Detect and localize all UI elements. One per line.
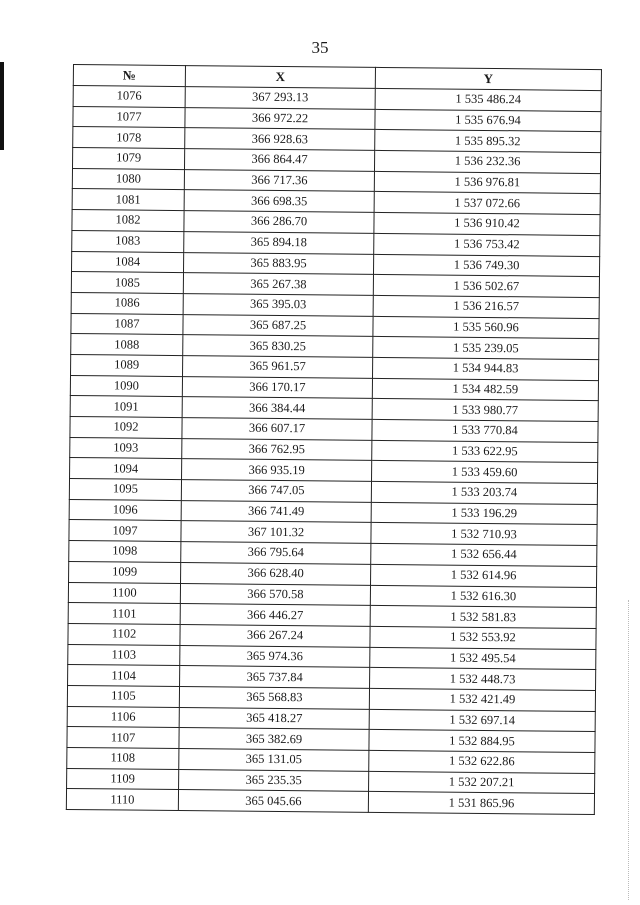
x-coordinate-cell: 365 418.27: [179, 707, 369, 730]
point-number-cell: 1110: [66, 789, 178, 811]
x-coordinate-cell: 366 384.44: [182, 397, 372, 420]
x-coordinate-cell: 366 267.24: [180, 624, 370, 647]
point-number-cell: 1106: [67, 706, 179, 728]
x-coordinate-cell: 366 762.95: [182, 438, 372, 461]
x-coordinate-cell: 365 974.36: [180, 645, 370, 668]
y-coordinate-cell: 1 531 865.96: [368, 792, 594, 815]
y-coordinate-cell: 1 534 482.59: [372, 378, 598, 401]
y-coordinate-cell: 1 532 207.21: [369, 771, 595, 794]
point-number-cell: 1097: [69, 520, 181, 542]
y-coordinate-cell: 1 533 980.77: [372, 399, 598, 422]
x-coordinate-cell: 366 935.19: [182, 459, 372, 482]
x-coordinate-cell: 365 687.25: [183, 314, 373, 337]
x-coordinate-cell: 365 131.05: [179, 749, 369, 772]
y-coordinate-cell: 1 532 697.14: [369, 709, 595, 732]
y-coordinate-cell: 1 535 676.94: [375, 109, 601, 132]
point-number-cell: 1101: [68, 603, 180, 625]
x-coordinate-cell: 365 382.69: [179, 728, 369, 751]
x-coordinate-cell: 366 795.64: [181, 542, 371, 565]
x-coordinate-cell: 365 737.84: [180, 666, 370, 689]
point-number-cell: 1085: [71, 272, 183, 294]
point-number-cell: 1077: [73, 106, 185, 128]
y-coordinate-cell: 1 532 616.30: [370, 585, 596, 608]
y-coordinate-cell: 1 532 622.86: [369, 750, 595, 773]
y-coordinate-cell: 1 532 553.92: [370, 626, 596, 649]
x-coordinate-cell: 365 894.18: [184, 231, 374, 254]
header-number: №: [73, 65, 185, 87]
y-coordinate-cell: 1 532 710.93: [371, 523, 597, 546]
x-coordinate-cell: 365 395.03: [183, 293, 373, 316]
x-coordinate-cell: 365 961.57: [183, 356, 373, 379]
y-coordinate-cell: 1 537 072.66: [374, 192, 600, 215]
x-coordinate-cell: 366 628.40: [181, 562, 371, 585]
point-number-cell: 1083: [72, 230, 184, 252]
point-number-cell: 1108: [67, 747, 179, 769]
y-coordinate-cell: 1 536 976.81: [374, 171, 600, 194]
page-number: 35: [311, 38, 329, 57]
x-coordinate-cell: 366 928.63: [185, 128, 375, 151]
y-coordinate-cell: 1 536 232.36: [374, 150, 600, 173]
x-coordinate-cell: 366 170.17: [182, 376, 372, 399]
y-coordinate-cell: 1 536 216.57: [373, 295, 599, 318]
point-number-cell: 1079: [72, 148, 184, 170]
x-coordinate-cell: 366 286.70: [184, 211, 374, 234]
x-coordinate-cell: 366 446.27: [180, 604, 370, 627]
y-coordinate-cell: 1 535 895.32: [375, 130, 601, 153]
point-number-cell: 1099: [69, 561, 181, 583]
point-number-cell: 1105: [67, 685, 179, 707]
y-coordinate-cell: 1 534 944.83: [372, 357, 598, 380]
scan-edge-dots: [628, 600, 630, 900]
point-number-cell: 1080: [72, 168, 184, 190]
point-number-cell: 1081: [72, 189, 184, 211]
x-coordinate-cell: 366 741.49: [181, 500, 371, 523]
scan-edge-mark: [0, 62, 4, 150]
x-coordinate-cell: 365 267.38: [183, 273, 373, 296]
point-number-cell: 1093: [70, 437, 182, 459]
table-body: [66, 86, 601, 815]
x-coordinate-cell: 365 568.83: [179, 686, 369, 709]
y-coordinate-cell: 1 533 622.95: [372, 440, 598, 463]
point-number-cell: 1103: [68, 644, 180, 666]
table-row: [66, 789, 594, 815]
x-coordinate-cell: 366 747.05: [181, 480, 371, 503]
point-number-cell: 1091: [70, 396, 182, 418]
y-coordinate-cell: 1 536 502.67: [373, 275, 599, 298]
x-coordinate-cell: 365 883.95: [184, 252, 374, 275]
point-number-cell: 1082: [72, 210, 184, 232]
x-coordinate-cell: 365 830.25: [183, 335, 373, 358]
x-coordinate-cell: 365 235.35: [179, 769, 369, 792]
point-number-cell: 1107: [67, 727, 179, 749]
y-coordinate-cell: 1 533 770.84: [372, 419, 598, 442]
point-number-cell: 1090: [70, 375, 182, 397]
x-coordinate-cell: 365 045.66: [178, 790, 368, 813]
x-coordinate-cell: 367 101.32: [181, 521, 371, 544]
x-coordinate-cell: 366 698.35: [184, 190, 374, 213]
y-coordinate-cell: 1 532 448.73: [370, 668, 596, 691]
y-coordinate-cell: 1 533 196.29: [371, 502, 597, 525]
point-number-cell: 1109: [67, 768, 179, 790]
point-number-cell: 1102: [68, 623, 180, 645]
coordinates-table: [66, 64, 602, 815]
point-number-cell: 1087: [71, 313, 183, 335]
y-coordinate-cell: 1 536 749.30: [373, 254, 599, 277]
point-number-cell: 1088: [71, 334, 183, 356]
y-coordinate-cell: 1 536 910.42: [374, 213, 600, 236]
x-coordinate-cell: 366 972.22: [185, 107, 375, 130]
x-coordinate-cell: 367 293.13: [185, 87, 375, 110]
y-coordinate-cell: 1 533 203.74: [371, 481, 597, 504]
point-number-cell: 1084: [72, 251, 184, 273]
y-coordinate-cell: 1 535 486.24: [375, 88, 601, 111]
point-number-cell: 1104: [68, 665, 180, 687]
y-coordinate-cell: 1 535 560.96: [373, 316, 599, 339]
point-number-cell: 1078: [73, 127, 185, 149]
x-coordinate-cell: 366 717.36: [184, 169, 374, 192]
x-coordinate-cell: 366 570.58: [180, 583, 370, 606]
point-number-cell: 1092: [70, 416, 182, 438]
point-number-cell: 1098: [69, 541, 181, 563]
point-number-cell: 1094: [70, 458, 182, 480]
coordinates-table-container: [66, 64, 601, 815]
point-number-cell: 1076: [73, 86, 185, 108]
y-coordinate-cell: 1 532 656.44: [371, 544, 597, 567]
point-number-cell: 1096: [69, 499, 181, 521]
point-number-cell: 1095: [69, 479, 181, 501]
point-number-cell: 1089: [71, 354, 183, 376]
y-coordinate-cell: 1 533 459.60: [372, 461, 598, 484]
header-x: X: [185, 66, 375, 89]
y-coordinate-cell: 1 536 753.42: [374, 233, 600, 256]
point-number-cell: 1100: [68, 582, 180, 604]
y-coordinate-cell: 1 532 495.54: [370, 647, 596, 670]
point-number-cell: 1086: [71, 292, 183, 314]
header-y: Y: [375, 67, 601, 90]
y-coordinate-cell: 1 535 239.05: [373, 337, 599, 360]
y-coordinate-cell: 1 532 581.83: [370, 606, 596, 629]
x-coordinate-cell: 366 864.47: [184, 149, 374, 172]
y-coordinate-cell: 1 532 614.96: [371, 564, 597, 587]
y-coordinate-cell: 1 532 884.95: [369, 730, 595, 753]
x-coordinate-cell: 366 607.17: [182, 418, 372, 441]
y-coordinate-cell: 1 532 421.49: [369, 688, 595, 711]
